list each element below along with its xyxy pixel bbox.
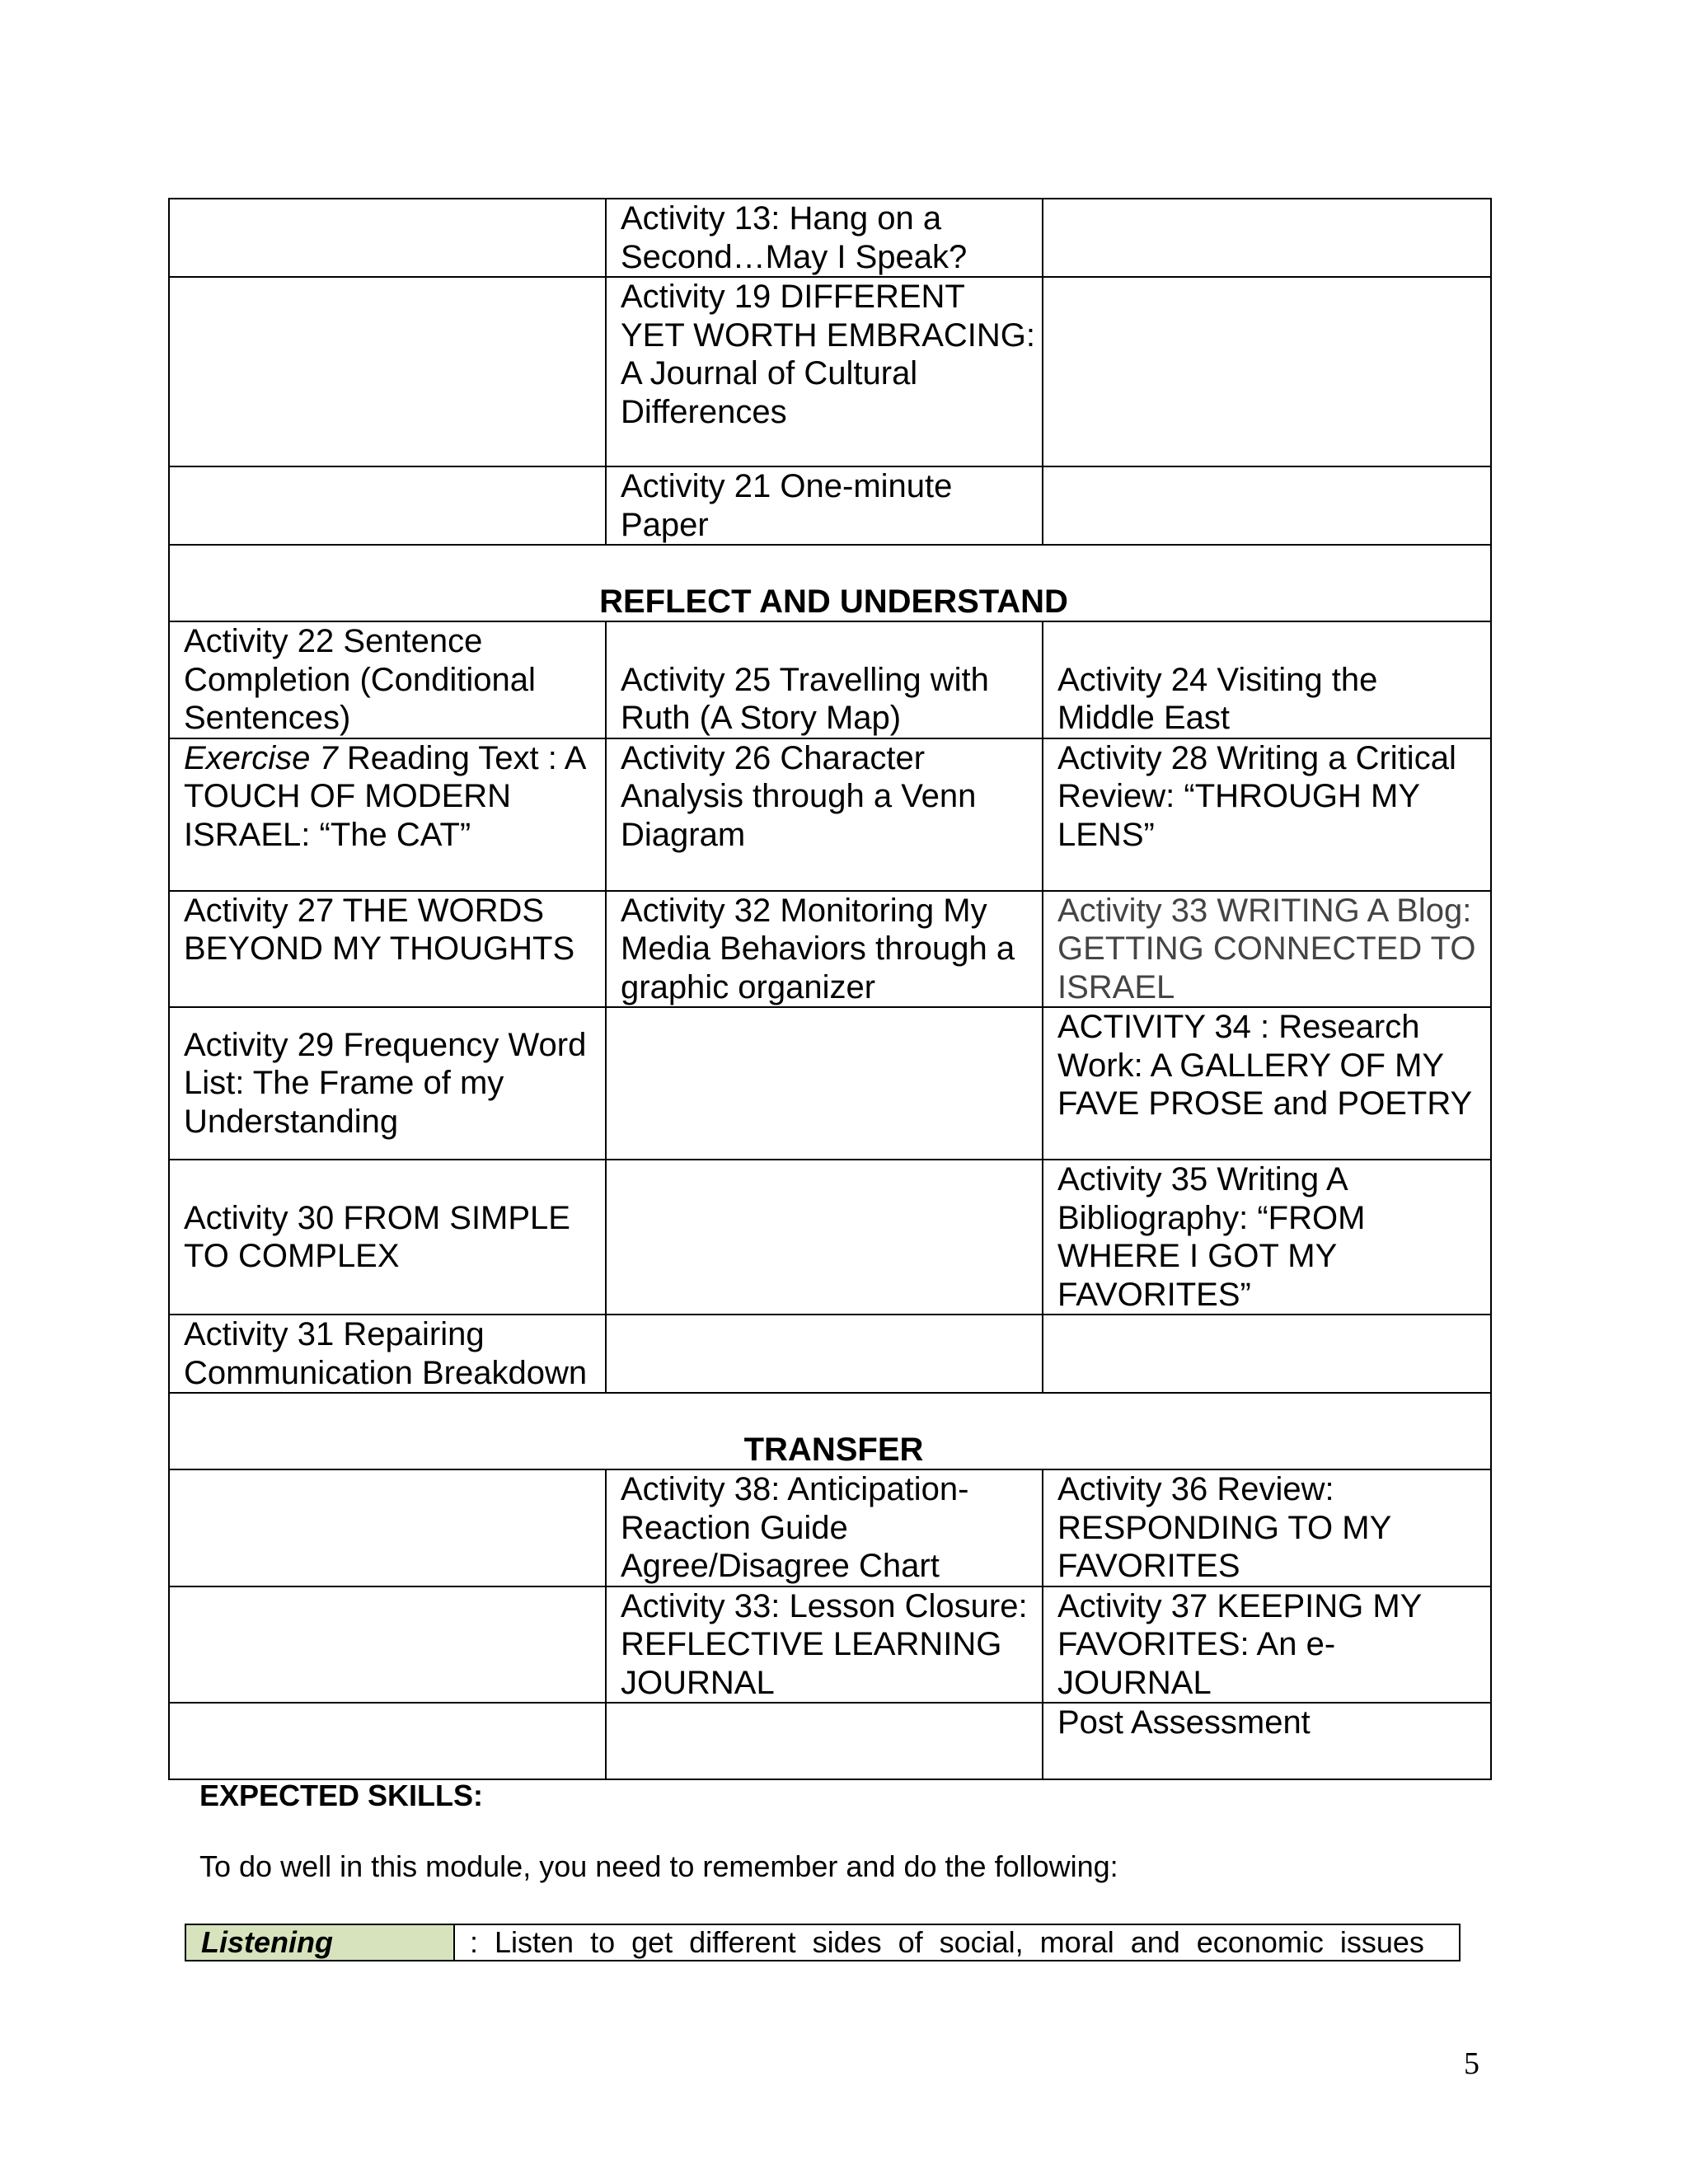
section-row (169, 1393, 1491, 1469)
table-cell: Activity 27 THE WORDS BEYOND MY THOUGHTS (169, 891, 606, 1008)
table-cell (169, 1586, 606, 1704)
table-cell: Activity 30 FROM SIMPLE TO COMPLEX (169, 1160, 606, 1315)
table-cell (1043, 199, 1491, 277)
skills-row (185, 1924, 1460, 1961)
table-cell: Activity 38: Anticipation-Reaction Guide Agree/Disagree Chart (606, 1469, 1043, 1586)
table-row (169, 1007, 1491, 1160)
cell-text: Activity 19 DIFFERENT YET WORTH EMBRACING: (621, 279, 1036, 354)
table-cell: Activity 21 One-minute Paper (606, 466, 1043, 545)
table-cell (606, 1315, 1043, 1393)
table-row (169, 738, 1491, 891)
table-cell: ACTIVITY 34 : Research Work: A GALLERY OF MY FAVE PROSE and POETRY (1043, 1007, 1491, 1160)
table-cell (606, 1160, 1043, 1315)
table-cell: Activity 33: Lesson Closure: REFLECTIVE LEARNING JOURNAL (606, 1586, 1043, 1704)
skills-table (185, 1924, 1461, 1961)
table-cell (1043, 466, 1491, 545)
expected-skills-heading: EXPECTED SKILLS: (199, 1779, 484, 1812)
table-row (169, 1586, 1491, 1704)
table-row (169, 1160, 1491, 1315)
table-cell: Post Assessment (1043, 1703, 1491, 1779)
table-cell: Activity 33 WRITING A Blog: GETTING CONNECTED TO ISRAEL (1043, 891, 1491, 1008)
table-cell (1043, 1315, 1491, 1393)
table-cell (169, 277, 606, 466)
table-cell: Activity 37 KEEPING MY FAVORITES: An e-JOURNAL (1043, 1586, 1491, 1704)
table-cell (606, 1007, 1043, 1160)
activity-table (168, 198, 1492, 1780)
skills-intro-text: To do well in this module, you need to remember and do the following: (199, 1849, 1118, 1883)
cell-text: A Journal of Cultural Differences (621, 355, 918, 430)
table-cell (606, 1703, 1043, 1779)
table-cell (169, 466, 606, 545)
table-row (169, 891, 1491, 1008)
table-cell: Activity 13: Hang on a Second…May I Speak? (606, 199, 1043, 277)
table-cell: Activity 32 Monitoring My Media Behaviors through a graphic organizer (606, 891, 1043, 1008)
table-cell: Activity 24 Visiting the Middle East (1043, 621, 1491, 738)
section-heading-transfer: TRANSFER (169, 1393, 1491, 1469)
table-row (169, 466, 1491, 545)
table-row (169, 1469, 1491, 1586)
cell-text: Reading Text : A TOUCH OF MODERN ISRAEL: “The CAT” (184, 739, 585, 853)
table-cell (1043, 277, 1491, 466)
table-cell: Activity 35 Writing A Bibliography: “FROM WHERE I GOT MY FAVORITES” (1043, 1160, 1491, 1315)
page-number: 5 (1464, 2046, 1479, 2081)
skill-description: : Listen to get different sides of social, moral and economic issues (454, 1924, 1460, 1961)
table-cell (169, 199, 606, 277)
skill-name: Listening (185, 1924, 454, 1961)
table-cell: Activity 29 Frequency Word List: The Frame of my Understanding (169, 1007, 606, 1160)
table-cell (169, 738, 606, 891)
table-cell: Activity 28 Writing a Critical Review: “THROUGH MY LENS” (1043, 738, 1491, 891)
section-row (169, 545, 1491, 621)
table-row (169, 199, 1491, 277)
table-row (169, 1315, 1491, 1393)
table-row (169, 1703, 1491, 1779)
exercise-label: Exercise 7 (184, 739, 338, 776)
table-cell: Activity 31 Repairing Communication Breakdown (169, 1315, 606, 1393)
table-cell: Activity 36 Review: RESPONDING TO MY FAVORITES (1043, 1469, 1491, 1586)
table-cell: Activity 22 Sentence Completion (Conditional Sentences) (169, 621, 606, 738)
table-row (169, 277, 1491, 466)
section-heading-reflect: REFLECT AND UNDERSTAND (169, 545, 1491, 621)
table-cell (169, 1469, 606, 1586)
table-cell: Activity 26 Character Analysis through a Venn Diagram (606, 738, 1043, 891)
table-row (169, 621, 1491, 738)
table-cell: Activity 25 Travelling with Ruth (A Story Map) (606, 621, 1043, 738)
table-cell (169, 1703, 606, 1779)
table-cell (606, 277, 1043, 466)
